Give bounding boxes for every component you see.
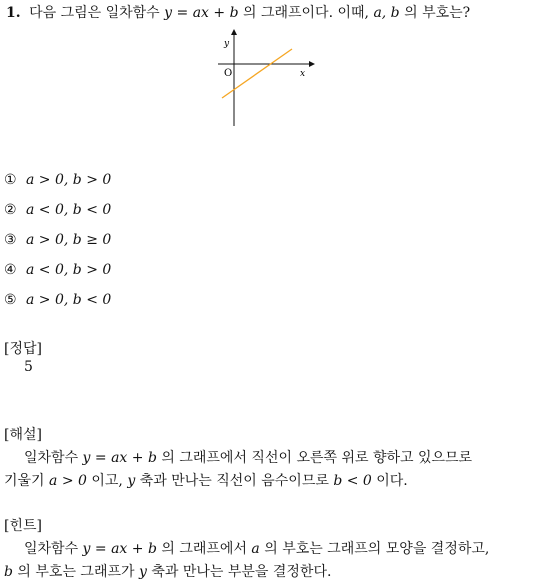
choice-2-expr: a < 0, b < 0 xyxy=(26,202,112,218)
hint-text: 일차함수 xyxy=(24,541,83,557)
answer-value: 5 xyxy=(24,359,33,375)
question-equation: y = ax + b xyxy=(164,5,239,21)
explanation-slope: a > 0 xyxy=(49,473,87,489)
choice-1[interactable] xyxy=(4,172,111,188)
question-text-before: 다음 그림은 일차함수 xyxy=(29,5,165,21)
choice-5-mark: ⑤ xyxy=(4,292,17,308)
hint-text: 의 그래프에서 xyxy=(156,541,252,557)
explanation-line-2 xyxy=(4,470,408,490)
explanation-intercept: b < 0 xyxy=(333,473,372,489)
origin-label: O xyxy=(224,68,233,79)
choice-5[interactable] xyxy=(4,292,111,308)
choice-5-expr: a > 0, b < 0 xyxy=(26,292,112,308)
choice-2[interactable] xyxy=(4,202,111,218)
choice-1-expr: a > 0, b > 0 xyxy=(26,172,112,188)
explanation-text: 이다. xyxy=(371,473,408,489)
answer-label: [정답] xyxy=(4,341,42,357)
choice-1-mark: ① xyxy=(4,172,17,188)
hint-y-var: y xyxy=(138,564,147,580)
hint-text: 축과 만나는 부분을 결정한다. xyxy=(146,564,332,580)
explanation-text: 의 그래프에서 직선이 오른쪽 위로 향하고 있으므로 xyxy=(156,450,473,466)
choice-3[interactable] xyxy=(4,232,111,248)
question-number: 1. xyxy=(6,5,21,21)
question-line xyxy=(6,2,470,22)
y-axis-label: y xyxy=(224,39,230,49)
explanation-text: 축과 만나는 직선이 음수이므로 xyxy=(135,473,334,489)
choice-2-mark: ② xyxy=(4,202,17,218)
choice-3-mark: ③ xyxy=(4,232,17,248)
explanation-equation: y = ax + b xyxy=(82,450,157,466)
hint-line-1 xyxy=(24,538,489,558)
hint-text: 의 부호는 그래프가 xyxy=(12,564,139,580)
explanation-text: 이고, xyxy=(86,473,128,489)
explanation-label: [해설] xyxy=(4,427,42,443)
explanation-line-1 xyxy=(24,447,472,467)
explanation-text: 기울기 xyxy=(4,473,50,489)
question-text-after: 의 그래프이다. 이때, xyxy=(238,5,374,21)
choice-4[interactable] xyxy=(4,262,111,278)
explanation-text: 일차함수 xyxy=(24,450,83,466)
choice-4-expr: a < 0, b > 0 xyxy=(26,262,112,278)
hint-var-a: a xyxy=(251,541,260,557)
function-graph xyxy=(210,28,320,132)
question-text-end: 의 부호는? xyxy=(399,5,471,21)
hint-var-b: b xyxy=(4,564,13,580)
hint-equation: y = ax + b xyxy=(82,541,157,557)
hint-text: 의 부호는 그래프의 모양을 결정하고, xyxy=(259,541,490,557)
x-axis-label: x xyxy=(300,69,306,79)
question-vars: a, b xyxy=(373,5,400,21)
function-line xyxy=(222,49,292,98)
hint-line-2 xyxy=(4,561,331,581)
explanation-y-var: y xyxy=(127,473,136,489)
hint-label: [힌트] xyxy=(4,518,42,534)
choice-3-expr: a > 0, b ≥ 0 xyxy=(26,232,112,248)
choice-4-mark: ④ xyxy=(4,262,17,278)
